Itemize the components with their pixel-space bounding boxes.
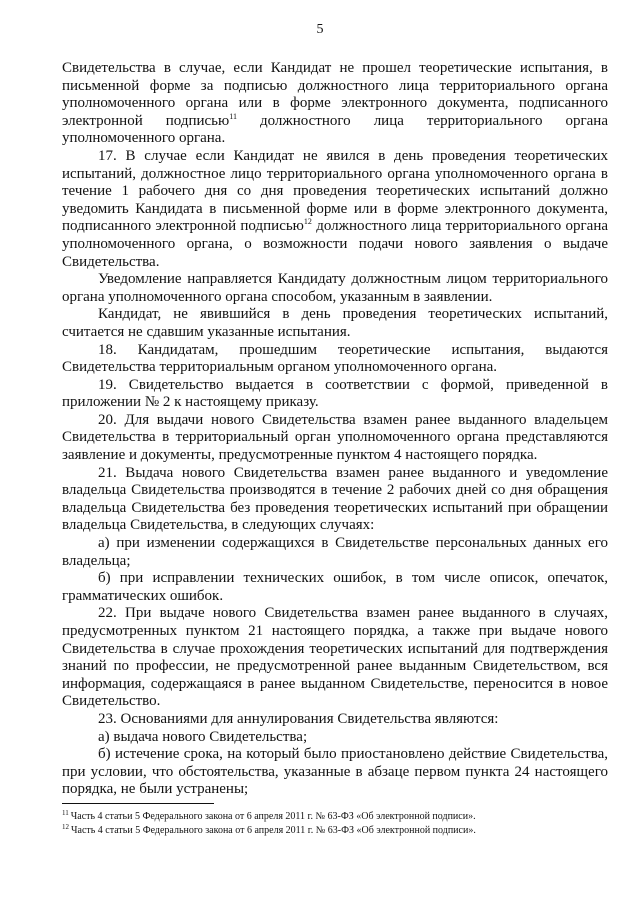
paragraph-notification: Уведомление направляется Кандидату должностным лицом территориального органа уполномоченного органа способом, указанным в заявлении.	[62, 271, 608, 305]
document-body	[62, 60, 608, 799]
paragraph-absent-candidate: Кандидат, не явившийся в день проведения теоретических испытаний, считается не сдавшим указанные испытания.	[62, 306, 608, 340]
footnotes	[62, 810, 608, 838]
paragraph-item-23a: а) выдача нового Свидетельства;	[98, 728, 308, 745]
page-number: 5	[316, 22, 324, 37]
paragraph-item-17	[62, 148, 608, 271]
paragraph-item-23: 23. Основаниями для аннулирования Свидетельства являются:	[98, 710, 499, 727]
paragraph-item-23b: б) истечение срока, на который было приостановлено действие Свидетельства, при условии, что обстоятельства, указанные в абзаце первом пункта 24 настоящего порядка, не были устранены;	[62, 746, 608, 798]
footnote-12	[62, 824, 608, 838]
paragraph-item-21: 21. Выдача нового Свидетельства взамен ранее выданного и уведомление владельца Свидетельства производятся в течение 2 рабочих дней со дня обращения владельца Свидетельства без проведения теоретических испытаний при обращении владельца Свидетельства, в следующих случаях:	[62, 464, 608, 534]
paragraph-item-18: 18. Кандидатам, прошедшим теоретические испытания, выдаются Свидетельства территориальным органом уполномоченного органа.	[62, 341, 608, 376]
paragraph-text: должностного лица территориального органа уполномоченного органа.	[62, 112, 608, 147]
footnote-number: 12	[62, 823, 69, 831]
paragraph-item-20: 20. Для выдачи нового Свидетельства взамен ранее выданного владельцем Свидетельства в территориальный орган уполномоченного органа представляются заявление и документы, предусмотренные пунктом 4 настоящего порядка.	[62, 411, 608, 464]
footnote-divider	[62, 803, 214, 804]
paragraph-continuation	[62, 60, 608, 148]
paragraph-item-21b: б) при исправлении технических ошибок, в том числе описок, опечаток, грамматических ошибок.	[62, 570, 608, 604]
paragraph-item-21a: а) при изменении содержащихся в Свидетельстве персональных данных его владельца;	[62, 535, 608, 569]
footnote-reference: 11	[229, 111, 237, 121]
footnote-number: 11	[62, 809, 69, 817]
paragraph-item-19: 19. Свидетельство выдается в соответствии с формой, приведенной в приложении № 2 к настоящему приказу.	[62, 376, 608, 411]
paragraph-item-22: 22. При выдаче нового Свидетельства взамен ранее выданного в случаях, предусмотренных пунктом 21 настоящего порядка, а также при выдаче нового Свидетельства в случае прохождения теоретических испытаний для подтверждения знаний по профессии, не предусмотренной ранее выданным Свидетельством, вся информация, содержащаяся в ранее выданном Свидетельстве, переносится в новое Свидетельство.	[62, 605, 608, 710]
paragraph-text: должностного лица территориального органа уполномоченного органа, о возможности подачи нового заявления о выдаче Свидетельства.	[62, 218, 609, 270]
footnote-11	[62, 810, 608, 824]
footnote-text: Часть 4 статьи 5 Федерального закона от 6 апреля 2011 г. № 63-ФЗ «Об электронной подписи».	[70, 811, 476, 822]
paragraph-text: Свидетельства в случае, если Кандидат не прошел теоретические испытания, в письменной форме за подписью должностного лица территориального органа уполномоченного органа или в форме электронного документа, подписанного электронной подписью	[62, 60, 608, 129]
footnote-reference: 12	[303, 217, 312, 227]
footnote-text: Часть 4 статьи 5 Федерального закона от 6 апреля 2011 г. № 63-ФЗ «Об электронной подписи».	[71, 825, 476, 836]
paragraph-text: 17. В случае если Кандидат не явился в день проведения теоретических испытаний, должностное лицо территориального органа уполномоченного органа в течение 1 рабочего дня со дня проведения теоретических испытаний должно уведомить Кандидата в письменной форме или в форме электронного документа, подписанного электронной подписью	[62, 147, 608, 235]
